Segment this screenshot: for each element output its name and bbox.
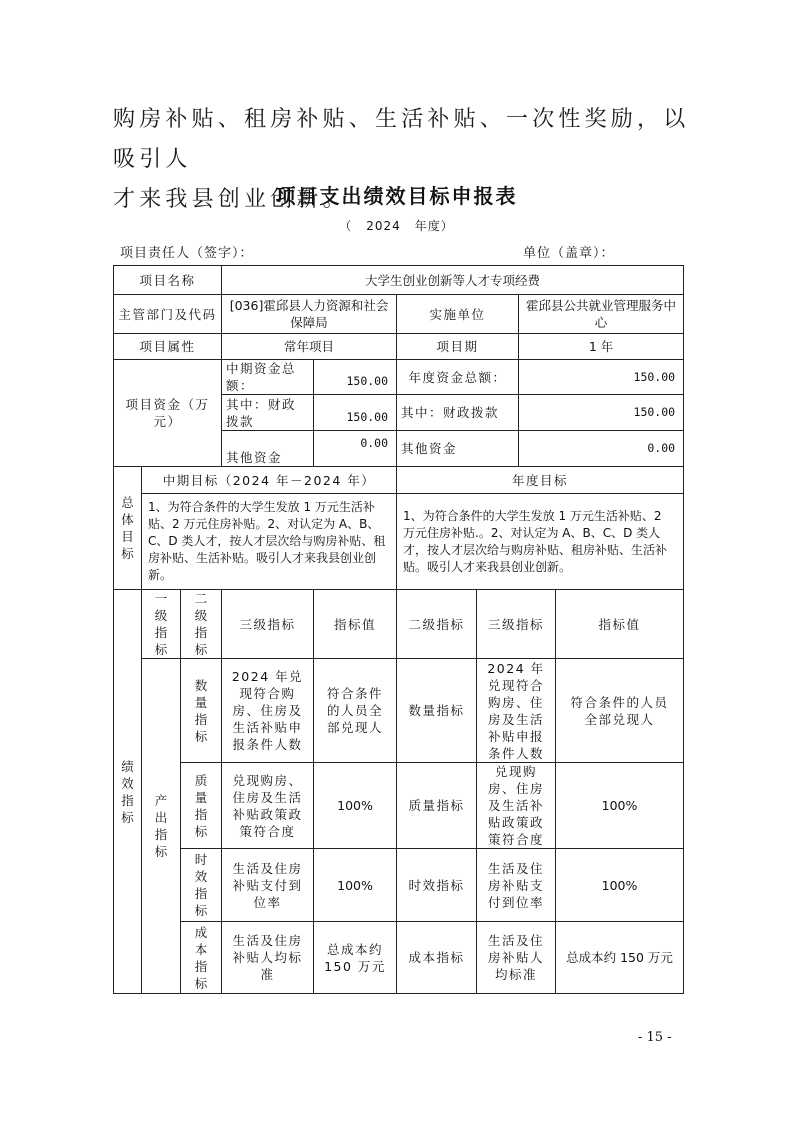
row-project-name	[114, 266, 684, 295]
year-other-value: 0.00	[519, 431, 684, 467]
year-total-value: 150.00	[519, 360, 684, 395]
mid-fiscal-label: 其中：财政拨款	[222, 395, 314, 431]
year-indicator-value: 总成本约 150 万元	[556, 922, 684, 994]
mid-total-value: 150.00	[314, 360, 397, 395]
performance-target-table	[113, 265, 684, 994]
row-goals-text	[114, 494, 684, 590]
row-department	[114, 295, 684, 334]
level1-value: 产出指标	[142, 659, 181, 994]
project-name-label: 项目名称	[114, 266, 222, 295]
impl-unit-label: 实施单位	[397, 295, 519, 334]
header-value: 指标值	[314, 590, 397, 659]
period-value: 1 年	[519, 334, 684, 360]
mid-goal-text: 1、为符合条件的大学生发放 1 万元生活补贴、2 万元住房补贴。2、对认定为 A、B、C、D 类人才，按人才层次给与购房补贴、租房补贴、生活补贴。吸引人才来我县创业创新。	[142, 494, 397, 590]
indicator-row	[114, 659, 684, 763]
year-level2-value: 时效指标	[397, 849, 477, 922]
mid-other-label: 其他资金	[222, 431, 314, 467]
mid-fiscal-value: 150.00	[314, 395, 397, 431]
row-attribute	[114, 334, 684, 360]
level3-value: 生活及住房补贴支付到位率	[222, 849, 314, 922]
indicator-value: 符合条件的人员全部兑现人	[314, 659, 397, 763]
goals-side-label: 总体目标	[114, 467, 142, 590]
indicators-side-label: 绩效指标	[114, 590, 142, 994]
row-goals-header	[114, 467, 684, 494]
year-level3-value: 生活及住房补贴支付到位率	[477, 849, 556, 922]
row-indicator-header	[114, 590, 684, 659]
year-fiscal-label: 其中：财政拨款	[397, 395, 519, 431]
indicator-value: 总成本约 150 万元	[314, 922, 397, 994]
level2-value: 时效指标	[181, 849, 222, 922]
mid-total-label: 中期资金总额：	[222, 360, 314, 395]
header-year-level3: 三级指标	[477, 590, 556, 659]
indicator-value: 100%	[314, 849, 397, 922]
period-label: 项目期	[397, 334, 519, 360]
year-goal-header: 年度目标	[397, 467, 684, 494]
intro-line-2: 才来我县创业创新。	[113, 187, 349, 212]
row-funds-total	[114, 360, 684, 395]
header-year-value: 指标值	[556, 590, 684, 659]
level2-value: 成本指标	[181, 922, 222, 994]
unit-seal-label: 单位（盖章）：	[523, 246, 615, 261]
funds-label: 项目资金（万元）	[114, 360, 222, 467]
level3-value: 2024 年兑现符合购房、住房及生活补贴申报条件人数	[222, 659, 314, 763]
year-indicator-value: 符合条件的人员全部兑现人	[556, 659, 684, 763]
year-level2-value: 数量指标	[397, 659, 477, 763]
dept-value: [036]霍邱县人力资源和社会保障局	[222, 295, 397, 334]
mid-goal-header: 中期目标（2024 年－2024 年）	[142, 467, 397, 494]
intro-line-1: 购房补贴、租房补贴、生活补贴、一次性奖励，以吸引人	[113, 107, 690, 172]
year-value: 2024	[366, 219, 401, 233]
header-year-level2: 二级指标	[397, 590, 477, 659]
level2-value: 数量指标	[181, 659, 222, 763]
year-level3-value: 2024 年兑现符合购房、住房及生活补贴申报条件人数	[477, 659, 556, 763]
year-goal-text: 1、为符合条件的大学生发放 1 万元生活补贴、2 万元住房补贴.。2、对认定为 A、B、C、D 类人才，按人才层次给与购房补贴、租房补贴、生活补贴。吸引人才来我县创业创新。	[397, 494, 684, 590]
responsible-signature-label: 项目责任人（签字）：	[120, 246, 254, 261]
dept-label: 主管部门及代码	[114, 295, 222, 334]
year-level3-value: 兑现购房、住房及生活补贴政策政策符合度	[477, 763, 556, 849]
year-level3-value: 生活及住房补贴人均标准	[477, 922, 556, 994]
indicator-value: 100%	[314, 763, 397, 849]
level3-value: 兑现购房、住房及生活补贴政策政策符合度	[222, 763, 314, 849]
year-total-label: 年度资金总额：	[397, 360, 519, 395]
project-name-value: 大学生创业创新等人才专项经费	[222, 266, 684, 295]
year-fiscal-value: 150.00	[519, 395, 684, 431]
year-level2-value: 质量指标	[397, 763, 477, 849]
impl-unit-value: 霍邱县公共就业管理服务中心	[519, 295, 684, 334]
indicator-row	[114, 763, 684, 849]
mid-other-value: 0.00	[314, 431, 397, 467]
level3-value: 生活及住房补贴人均标准	[222, 922, 314, 994]
year-other-label: 其他资金	[397, 431, 519, 467]
header-level1: 一级指标	[142, 590, 181, 659]
attr-label: 项目属性	[114, 334, 222, 360]
form-title: 项目支出绩效目标申报表	[275, 184, 518, 208]
level2-value: 质量指标	[181, 763, 222, 849]
indicator-row	[114, 922, 684, 994]
header-level2: 二级指标	[181, 590, 222, 659]
form-year	[0, 217, 793, 234]
year-indicator-value: 100%	[556, 849, 684, 922]
year-level2-value: 成本指标	[397, 922, 477, 994]
indicator-row	[114, 849, 684, 922]
header-level3: 三级指标	[222, 590, 314, 659]
year-close: 年度）	[414, 219, 454, 233]
page-number: - 15 -	[638, 1030, 672, 1045]
attr-value: 常年项目	[222, 334, 397, 360]
year-indicator-value: 100%	[556, 763, 684, 849]
year-open: （	[339, 219, 353, 233]
